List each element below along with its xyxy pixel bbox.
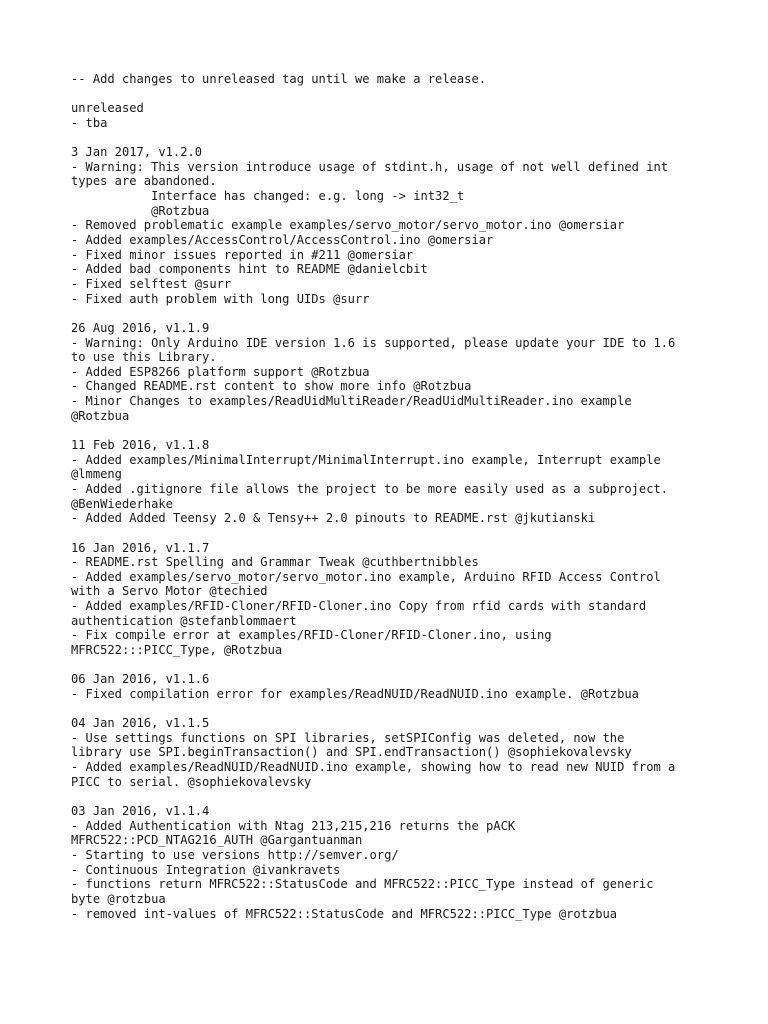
text-line: @Rotzbua [71, 203, 210, 218]
text-line: MFRC522:::PICC_Type, @Rotzbua [71, 642, 283, 657]
text-line: - functions return MFRC522::StatusCode and MFRC522::PICC_Type instead of generic [71, 877, 654, 892]
text-line: - Added examples/MinimalInterrupt/MinimalInterrupt.ino example, Interrupt example [71, 452, 661, 467]
text-line: authentication @stefanblommaert [71, 613, 297, 628]
text-line: - Added examples/ReadNUID/ReadNUID.ino example, showing how to read new NUID from a [71, 760, 676, 775]
blank-line [71, 658, 711, 673]
text-line: - Added examples/servo_motor/servo_motor.ino example, Arduino RFID Access Control [71, 569, 661, 584]
text-line: byte @rotzbua [71, 891, 166, 906]
text-line: 03 Jan 2016, v1.1.4 [71, 804, 210, 819]
text-line: Interface has changed: e.g. long -> int32_t [71, 189, 465, 204]
blank-line [71, 423, 711, 438]
text-line: - README.rst Spelling and Grammar Tweak @cuthbertnibbles [71, 555, 479, 570]
text-line: MFRC522::PCD_NTAG216_AUTH @Gargantuanman [71, 833, 363, 848]
blank-line [71, 526, 711, 541]
text-line: 3 Jan 2017, v1.2.0 [71, 145, 203, 160]
text-line: - Warning: This version introduce usage of stdint.h, usage of not well defined int [71, 159, 669, 174]
text-line: - Minor Changes to examples/ReadUidMultiReader/ReadUidMultiReader.ino example [71, 394, 632, 409]
text-line: - Fixed minor issues reported in #211 @omersiar [71, 247, 414, 262]
text-line: - Added examples/RFID-Cloner/RFID-Cloner.ino Copy from rfid cards with standard [71, 599, 647, 614]
text-line: - Fixed auth problem with long UIDs @surr [71, 291, 370, 306]
text-line: 04 Jan 2016, v1.1.5 [71, 716, 210, 731]
text-line: - Removed problematic example examples/servo_motor/servo_motor.ino @omersiar [71, 218, 625, 233]
text-line: to use this Library. [71, 350, 217, 365]
text-line: PICC to serial. @sophiekovalevsky [71, 774, 312, 789]
text-line: - Added ESP8266 platform support @Rotzbua [71, 364, 370, 379]
text-line: - Warning: Only Arduino IDE version 1.6 is supported, please update your IDE to 1.6 [71, 335, 676, 350]
text-line: - Added .gitignore file allows the project to be more easily used as a subproject. [71, 481, 669, 496]
blank-line [71, 131, 711, 146]
text-line: - tba [71, 115, 108, 130]
changelog-document [71, 72, 711, 921]
blank-line [71, 702, 711, 717]
text-line: - Added bad components hint to README @danielcbit [71, 262, 428, 277]
text-line: - Fixed selftest @surr [71, 276, 232, 291]
text-line: - Added examples/AccessControl/AccessControl.ino @omersiar [71, 233, 494, 248]
text-line: 06 Jan 2016, v1.1.6 [71, 672, 210, 687]
blank-line [71, 306, 711, 321]
text-line: - Added Authentication with Ntag 213,215,216 returns the pACK [71, 818, 516, 833]
blank-line [71, 87, 711, 102]
text-line: @Rotzbua [71, 408, 130, 423]
text-line: - Starting to use versions http://semver.org/ [71, 847, 399, 862]
text-line: 11 Feb 2016, v1.1.8 [71, 438, 210, 453]
text-line: @BenWiederhake [71, 496, 173, 511]
text-line: - Continuous Integration @ivankravets [71, 862, 341, 877]
text-line: @lmmeng [71, 467, 122, 482]
text-line: - Fixed compilation error for examples/ReadNUID/ReadNUID.ino example. @Rotzbua [71, 686, 639, 701]
text-line: 26 Aug 2016, v1.1.9 [71, 320, 210, 335]
text-line: -- Add changes to unreleased tag until we make a release. [71, 72, 487, 86]
text-line: - Added Added Teensy 2.0 & Tensy++ 2.0 pinouts to README.rst @jkutianski [71, 511, 596, 526]
text-line: - Fix compile error at examples/RFID-Cloner/RFID-Cloner.ino, using [71, 628, 552, 643]
text-line: - Changed README.rst content to show more info @Rotzbua [71, 379, 472, 394]
text-line: - removed int-values of MFRC522::StatusCode and MFRC522::PICC_Type @rotzbua [71, 906, 618, 921]
text-line: library use SPI.beginTransaction() and SPI.endTransaction() @sophiekovalevsky [71, 745, 632, 760]
text-line: types are abandoned. [71, 174, 217, 189]
blank-line [71, 789, 711, 804]
text-line: with a Servo Motor @techied [71, 584, 268, 599]
text-line: - Use settings functions on SPI libraries, setSPIConfig was deleted, now the [71, 730, 625, 745]
text-line: 16 Jan 2016, v1.1.7 [71, 540, 210, 555]
text-line: unreleased [71, 101, 144, 116]
